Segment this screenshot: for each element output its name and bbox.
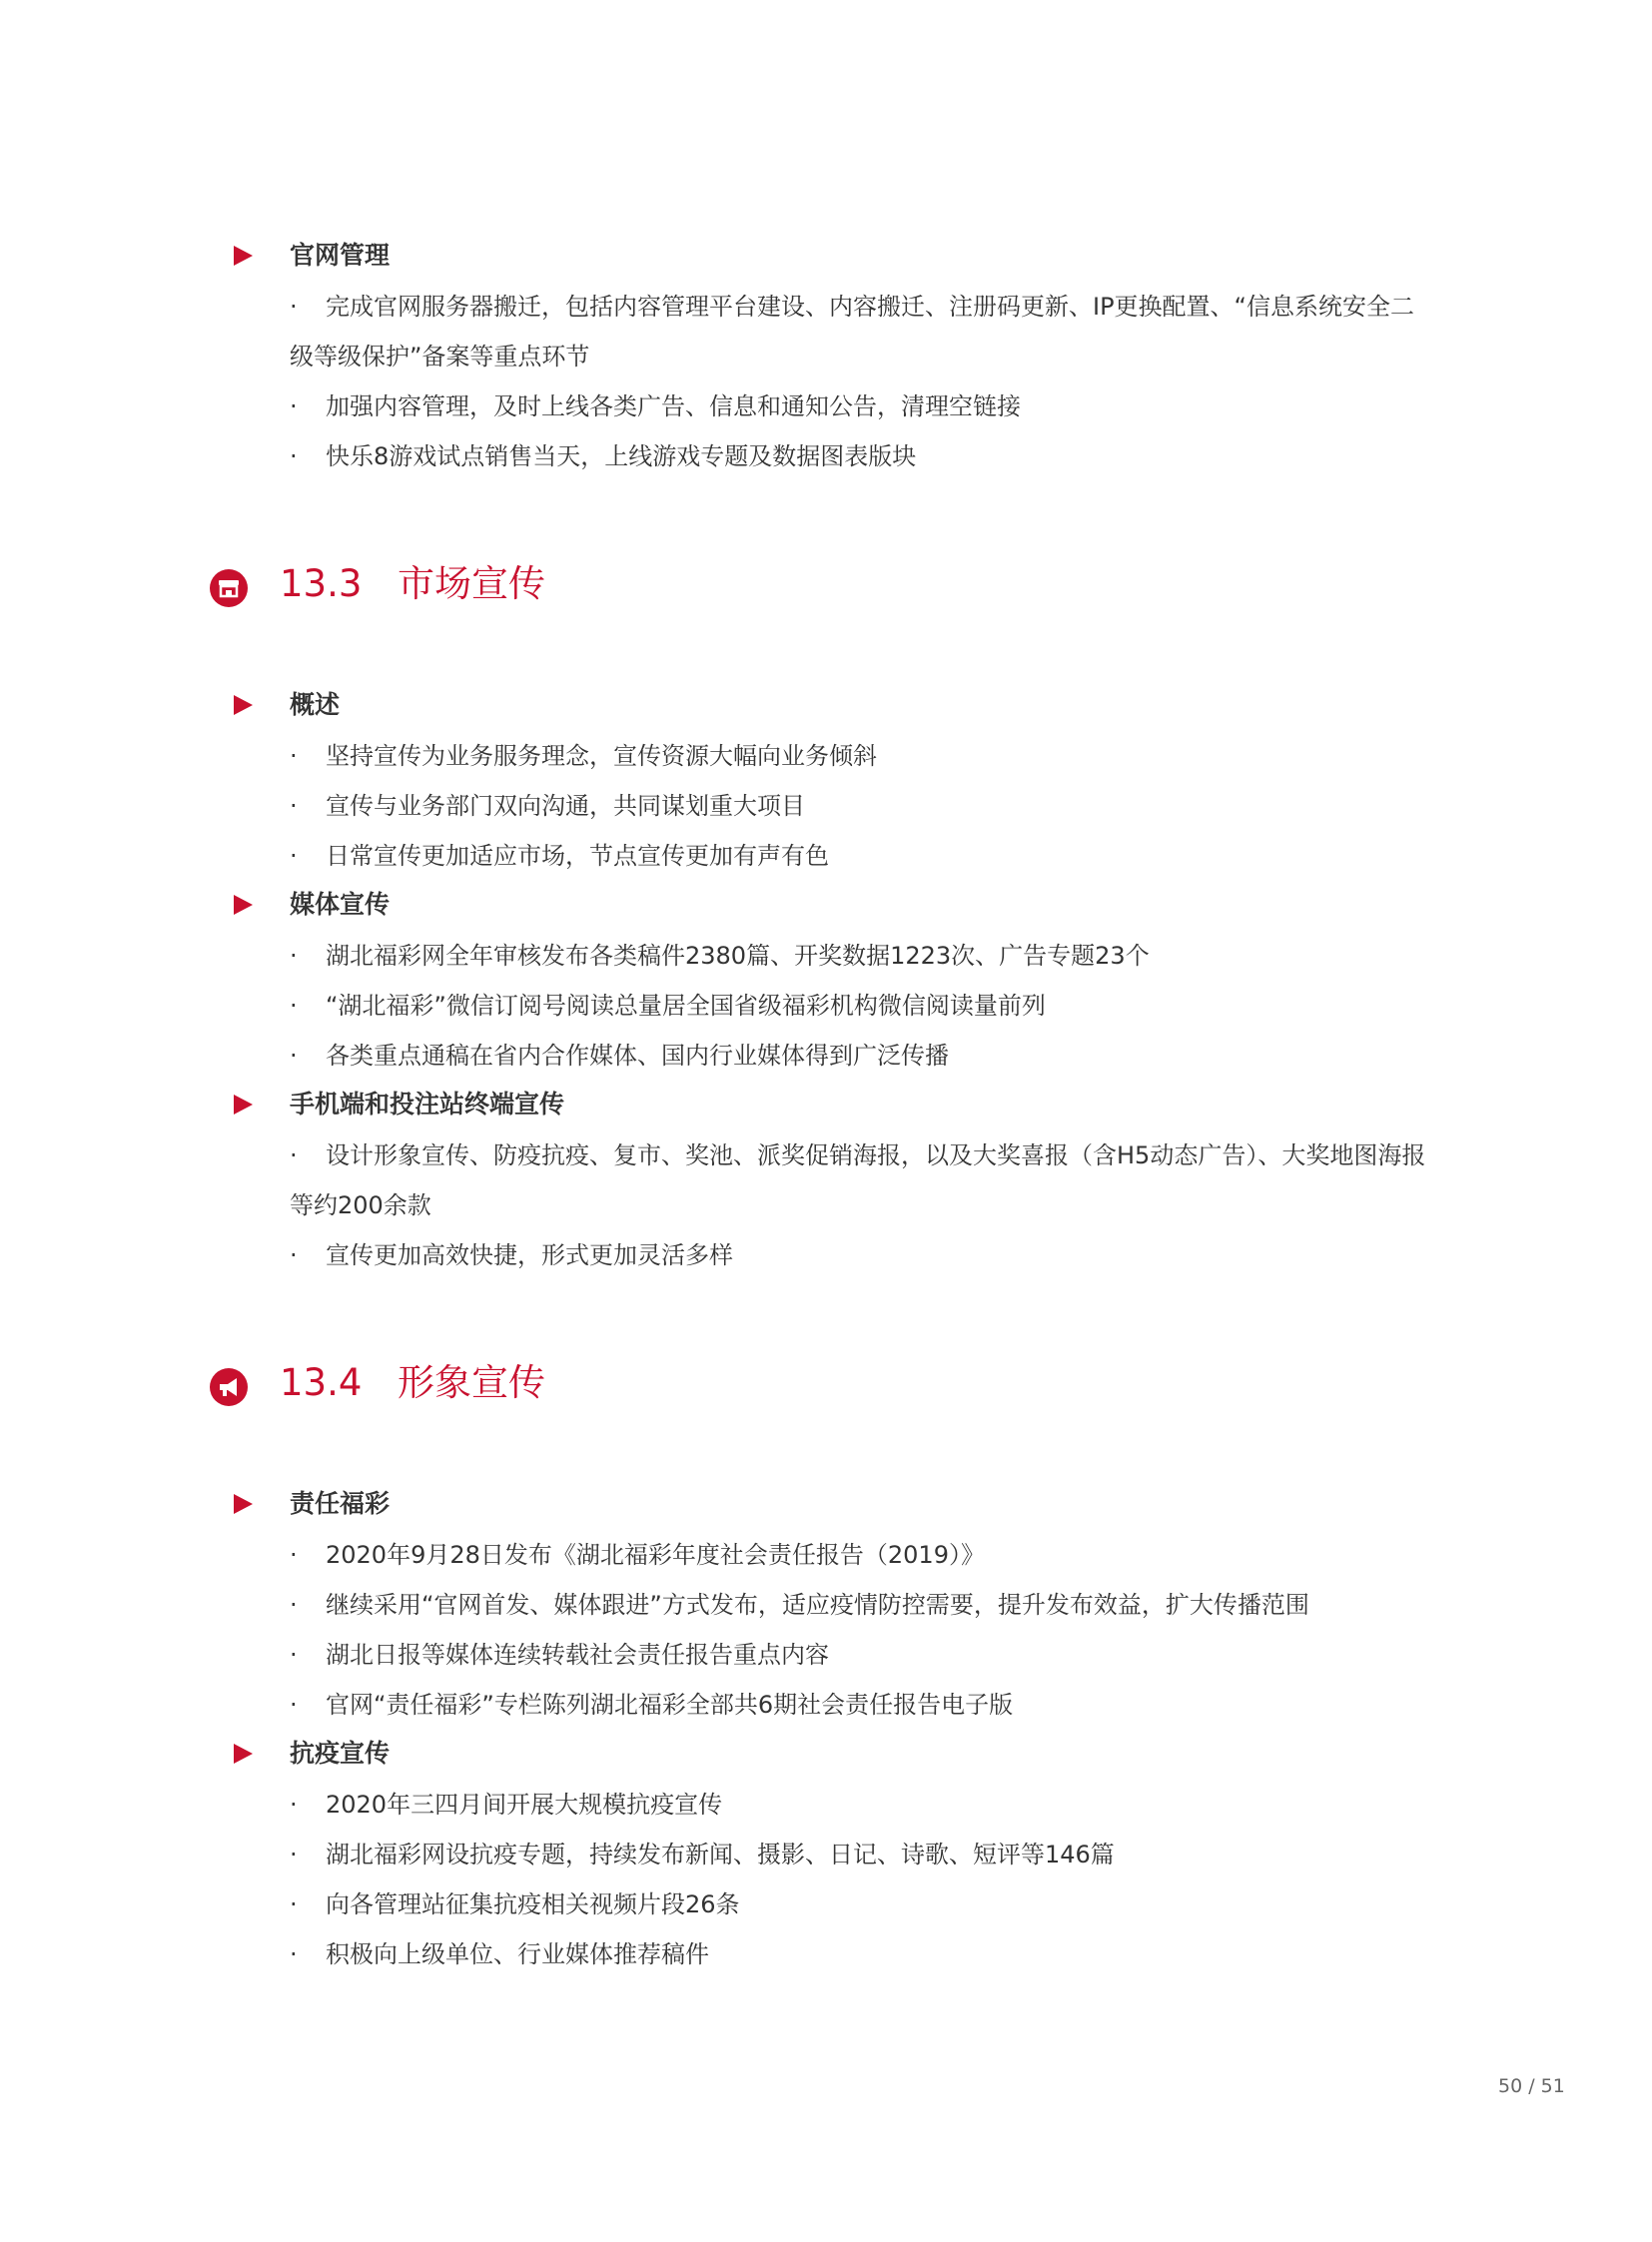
bullet-item [290,1879,1428,1929]
bullet-text: 向各管理站征集抗疫相关视频片段26条 [326,1890,740,1918]
bullet-dot: · [290,293,298,321]
bullet-text: 宣传更加高效快捷，形式更加灵活多样 [326,1241,733,1269]
bullet-item [290,731,1428,781]
bullet-item [290,1630,1428,1680]
bullet-text: 湖北福彩网设抗疫专题，持续发布新闻、摄影、日记、诗歌、短评等146篇 [326,1841,1115,1868]
bullet-item [290,381,1428,431]
bullet-text: 快乐8游戏试点销售当天，上线游戏专题及数据图表版块 [326,442,917,470]
bullet-dot: · [290,842,298,870]
subheading-text: 媒体宣传 [290,890,391,919]
bullet-text: 宣传与业务部门双向沟通，共同谋划重大项目 [326,792,805,820]
bullet-item [290,781,1428,831]
megaphone-icon [210,1364,248,1402]
triangle-bullet-icon [234,895,253,915]
subheading-text: 抗疫宣传 [290,1739,391,1768]
bullet-text: 日常宣传更加适应市场，节点宣传更加有声有色 [326,842,829,870]
bullet-dot: · [290,742,298,770]
section-number: 13.3 [280,562,363,605]
bullet-text: 继续采用“官网首发、媒体跟进”方式发布，适应疫情防控需要，提升发布效益，扩大传播范围 [326,1591,1309,1619]
bullet-item [290,931,1428,981]
bullet-item [290,1230,1428,1280]
bullet-item [290,1680,1428,1730]
bullet-text: “湖北福彩”微信订阅号阅读总量居全国省级福彩机构微信阅读量前列 [326,992,1046,1020]
subheading-text: 概述 [290,690,341,719]
bullet-dot: · [290,1591,298,1619]
bullet-dot: · [290,1042,298,1070]
bullet-item [290,431,1428,481]
section-title: 市场宣传 [398,562,545,605]
bullet-dot: · [290,1940,298,1968]
bullet-item [290,1130,1428,1230]
triangle-bullet-icon [234,1494,253,1514]
bullet-item [290,1530,1428,1580]
bullet-item [290,1031,1428,1081]
subheading-text: 官网管理 [290,241,391,270]
bullet-dot: · [290,1541,298,1569]
bullet-dot: · [290,1641,298,1669]
subheading-text: 责任福彩 [290,1489,391,1518]
bullet-text: 官网“责任福彩”专栏陈列湖北福彩全部共6期社会责任报告电子版 [326,1691,1014,1719]
section-title: 形象宣传 [398,1361,545,1404]
subheading-text: 手机端和投注站终端宣传 [290,1090,565,1119]
bullet-dot: · [290,792,298,820]
bullet-text: 各类重点通稿在省内合作媒体、国内行业媒体得到广泛传播 [326,1042,949,1070]
bullet-text: 设计形象宣传、防疫抗疫、复市、奖池、派奖促销海报，以及大奖喜报（含H5动态广告）、大奖地图海报等约200余款 [290,1141,1426,1219]
bullet-item [290,1830,1428,1879]
bullet-item [290,1580,1428,1630]
bullet-text: 加强内容管理，及时上线各类广告、信息和通知公告，清理空链接 [326,392,1021,420]
triangle-bullet-icon [234,246,253,266]
bullet-dot: · [290,1841,298,1868]
bullet-dot: · [290,1141,298,1169]
bullet-item [290,1780,1428,1830]
bullet-dot: · [290,992,298,1020]
bullet-dot: · [290,1691,298,1719]
bullet-item [290,981,1428,1031]
bullet-text: 湖北日报等媒体连续转载社会责任报告重点内容 [326,1641,829,1669]
triangle-bullet-icon [234,1095,253,1115]
bullet-item [290,282,1428,381]
page-number: 50 / 51 [1498,2075,1565,2097]
bullet-dot: · [290,1890,298,1918]
bullet-dot: · [290,392,298,420]
store-icon [210,565,248,603]
bullet-text: 湖北福彩网全年审核发布各类稿件2380篇、开奖数据1223次、广告专题23个 [326,942,1150,970]
bullet-text: 坚持宣传为业务服务理念，宣传资源大幅向业务倾斜 [326,742,877,770]
bullet-text: 积极向上级单位、行业媒体推荐稿件 [326,1940,709,1968]
bullet-dot: · [290,442,298,470]
bullet-text: 2020年三四月间开展大规模抗疫宣传 [326,1791,723,1819]
triangle-bullet-icon [234,695,253,715]
section-number: 13.4 [280,1361,363,1404]
bullet-dot: · [290,1791,298,1819]
bullet-item [290,1929,1428,1979]
bullet-dot: · [290,942,298,970]
bullet-dot: · [290,1241,298,1269]
triangle-bullet-icon [234,1744,253,1764]
bullet-item [290,831,1428,881]
bullet-text: 完成官网服务器搬迁，包括内容管理平台建设、内容搬迁、注册码更新、IP更换配置、“信息系统安全二级等级保护”备案等重点环节 [290,293,1414,371]
bullet-text: 2020年9月28日发布《湖北福彩年度社会责任报告（2019）》 [326,1541,985,1569]
